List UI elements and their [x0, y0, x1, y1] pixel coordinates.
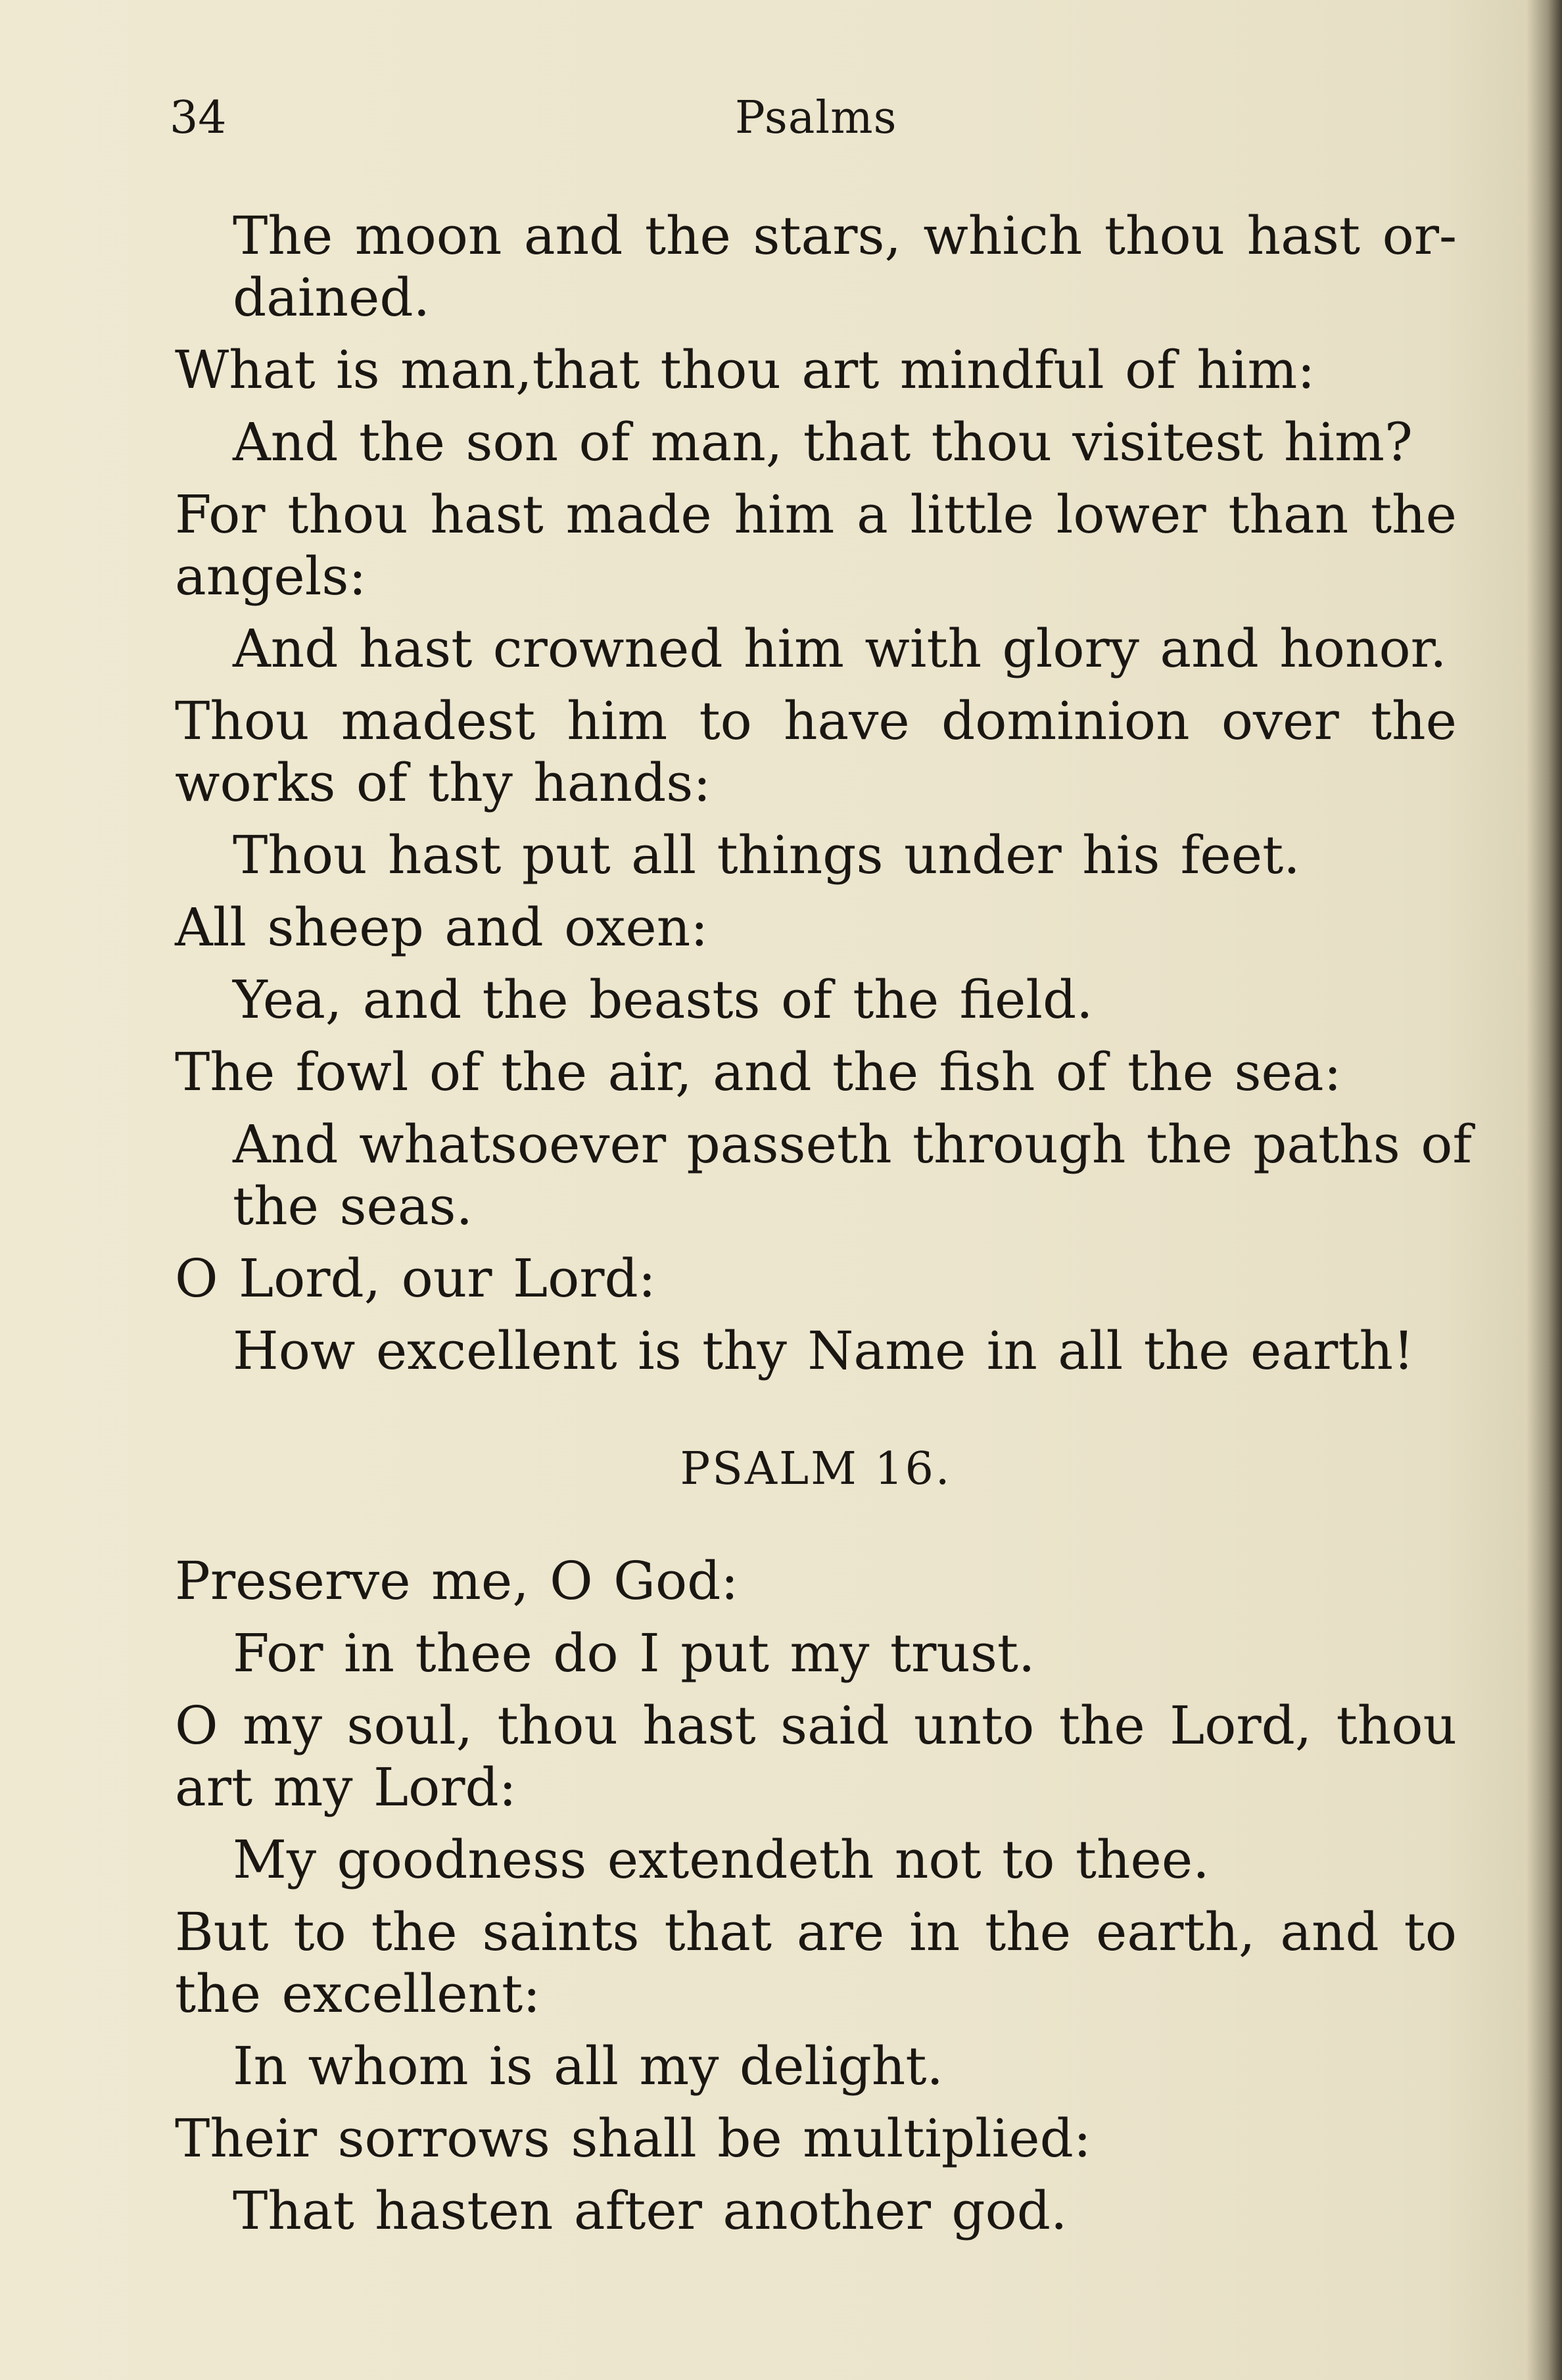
psalm-8-verses	[175, 205, 1473, 1382]
verse-line: dained.	[233, 267, 430, 328]
verse	[175, 412, 1457, 473]
verse-line: the seas.	[233, 1176, 473, 1237]
verse-line: For in thee do I put my trust.	[233, 1623, 1035, 1684]
verse	[175, 1695, 1457, 1819]
psalm-16-verses	[175, 1550, 1457, 2242]
verse	[175, 1623, 1457, 1684]
verse	[175, 339, 1457, 401]
verse-line: Yea, and the beasts of the field.	[233, 969, 1093, 1030]
verse-line: angels:	[175, 546, 367, 607]
verse	[175, 2035, 1457, 2097]
verse	[175, 1041, 1457, 1103]
verse-line: O Lord, our Lord:	[175, 1248, 656, 1309]
verse-line: My goodness extendeth not to thee.	[233, 1829, 1210, 1890]
verse-line: The fowl of the air, and the fish of the sea:	[175, 1041, 1342, 1103]
verse-line: And the son of man, that thou visitest him?	[233, 412, 1413, 473]
verse	[175, 897, 1457, 959]
verse	[175, 1114, 1473, 1237]
verse-line: In whom is all my delight.	[233, 2035, 943, 2097]
page-number: 34	[170, 92, 227, 144]
verse	[175, 824, 1457, 886]
page-edge-shadow	[1526, 0, 1562, 2380]
verse-line: The moon and the stars, which thou hast or-	[233, 205, 1457, 266]
verse	[175, 690, 1457, 814]
verse	[175, 1550, 1457, 1612]
verse	[175, 484, 1457, 607]
verse-line: works of thy hands:	[175, 752, 711, 813]
page-header	[170, 92, 1456, 145]
verse-line: art my Lord:	[175, 1757, 517, 1818]
verse-line: Thou hast put all things under his feet.	[233, 824, 1300, 886]
verse-line: Preserve me, O God:	[175, 1550, 739, 1611]
verse-line: And hast crowned him with glory and honor.	[233, 618, 1447, 679]
running-title: Psalms	[735, 92, 897, 144]
section-heading: PSALM 16.	[680, 1443, 952, 1495]
verse	[175, 1320, 1457, 1382]
verse-line: O my soul, thou hast said unto the Lord, thou	[175, 1695, 1457, 1756]
verse	[175, 2108, 1457, 2170]
verse	[175, 969, 1457, 1031]
verse-line: But to the saints that are in the earth, and to	[175, 1901, 1457, 1963]
verse-line: All sheep and oxen:	[175, 897, 709, 958]
verse-line: That hasten after another god.	[233, 2180, 1068, 2241]
verse-line: For thou hast made him a little lower than the	[175, 484, 1457, 545]
verse	[175, 1829, 1457, 1891]
verse-line: Their sorrows shall be multiplied:	[175, 2108, 1091, 2169]
verse-line: Thou madest him to have dominion over the	[175, 690, 1457, 751]
verse-line: What is man,that thou art mindful of him:	[175, 339, 1315, 400]
verse	[175, 205, 1457, 329]
body-text	[175, 205, 1473, 2252]
verse-line: How excellent is thy Name in all the earth!	[233, 1320, 1415, 1381]
verse-line: the excellent:	[175, 1963, 541, 2024]
verse	[175, 618, 1457, 680]
verse	[175, 1901, 1457, 2025]
verse	[175, 1248, 1457, 1310]
verse	[175, 2180, 1457, 2242]
verse-line: And whatsoever passeth through the paths of	[233, 1114, 1473, 1175]
